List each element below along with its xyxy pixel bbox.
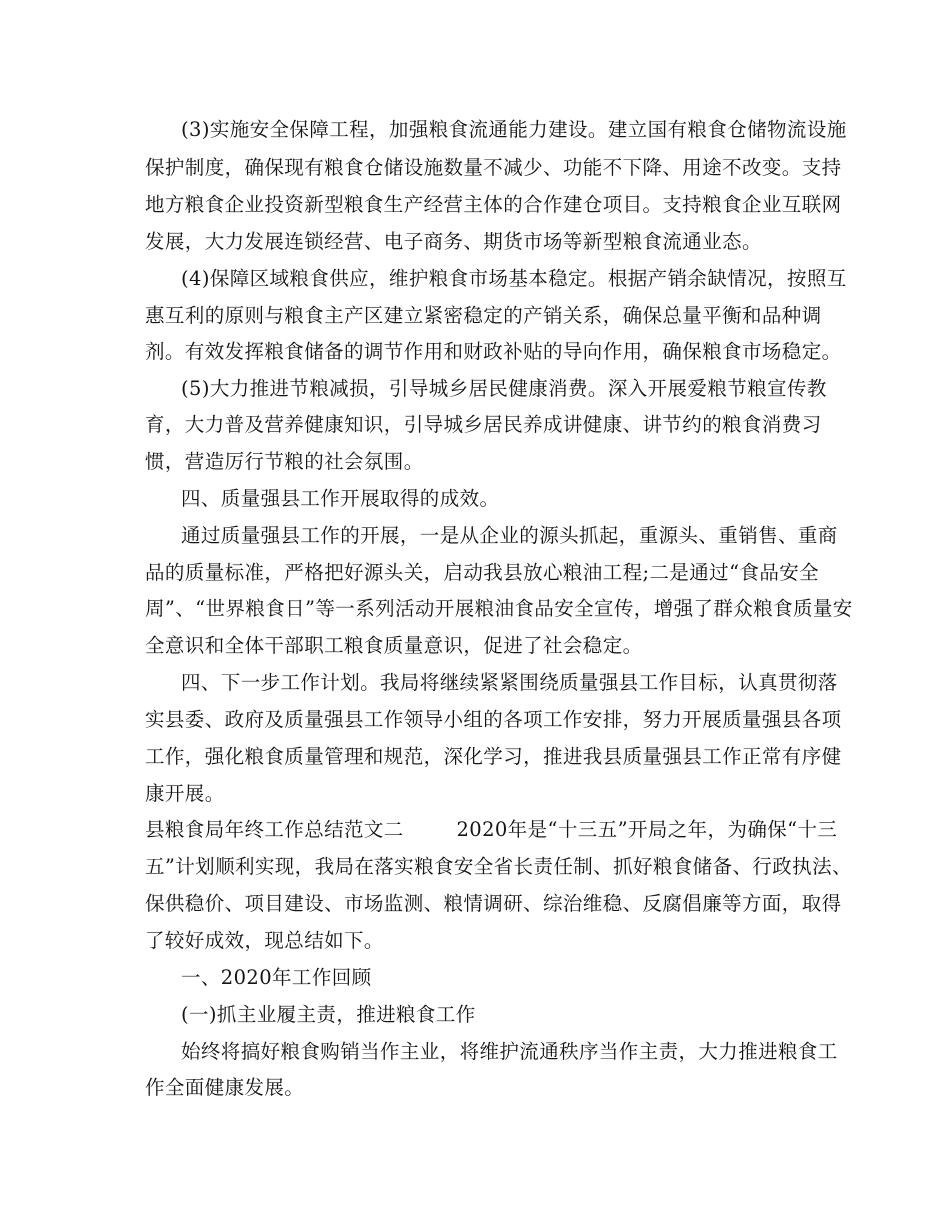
text-line: (一)抓主业履主责，推进粮食工作 bbox=[181, 1003, 476, 1026]
text-line: (5)大力推进节粮减损，引导城乡居民健康消费。深入开展爱粮节粮宣传教 bbox=[181, 377, 827, 400]
text-line: 保供稳价、项目建设、市场监测、粮情调研、综治维稳、反腐倡廉等方面，取得 bbox=[145, 892, 842, 915]
text-line: 了较好成效，现总结如下。 bbox=[145, 929, 384, 952]
text-line: 一、2020年工作回顾 bbox=[181, 966, 372, 989]
text-line: 四、质量强县工作开展取得的成效。 bbox=[181, 487, 500, 510]
text-line: 发展，大力发展连锁经营、电子商务、期货市场等新型粮食流通业态。 bbox=[145, 230, 762, 253]
text-line: (3)实施安全保障工程，加强粮食流通能力建设。建立国有粮食仓储物流设施 bbox=[181, 118, 847, 141]
text-line: 五”计划顺利实现，我局在落实粮食安全省长责任制、抓好粮食储备、行政执法、 bbox=[145, 855, 852, 878]
text-line: 品的质量标准，严格把好源头关，启动我县放心粮油工程;二是通过“食品安全 bbox=[145, 561, 820, 584]
text-line: 地方粮食企业投资新型粮食生产经营主体的合作建仓项目。支持粮食企业互联网 bbox=[145, 193, 842, 216]
text-line: 惯，营造厉行节粮的社会氛围。 bbox=[145, 450, 424, 473]
text-line: 实县委、政府及质量强县工作领导小组的各项工作安排，努力开展质量强县各项 bbox=[145, 708, 842, 731]
text-line: 保护制度，确保现有粮食仓储设施数量不减少、功能不下降、用途不改变。支持 bbox=[145, 156, 842, 179]
text-line: 四、下一步工作计划。我局将继续紧紧围绕质量强县工作目标，认真贯彻落 bbox=[181, 671, 838, 694]
text-line: 作全面健康发展。 bbox=[145, 1076, 305, 1099]
text-line: 育，大力普及营养健康知识，引导城乡居民养成讲健康、讲节约的粮食消费习 bbox=[145, 413, 822, 436]
text-line: 通过质量强县工作的开展，一是从企业的源头抓起，重源头、重销售、重商 bbox=[181, 524, 838, 547]
text-line: 周”、“世界粮食日”等一系列活动开展粮油食品安全宣传，增强了群众粮食质量安 bbox=[145, 597, 853, 620]
text-line: 工作，强化粮食质量管理和规范，深化学习，推进我县质量强县工作正常有序健 bbox=[145, 745, 842, 768]
text-line: 始终将搞好粮食购销当作主业，将维护流通秩序当作主责，大力推进粮食工 bbox=[181, 1040, 838, 1063]
text-line: (4)保障区域粮食供应，维护粮食市场基本稳定。根据产销余缺情况，按照互 bbox=[181, 267, 847, 290]
text-line: 县粮食局年终工作总结范文二 2020年是“十三五”开局之年，为确保“十三 bbox=[145, 818, 838, 841]
text-line: 全意识和全体干部职工粮食质量意识，促进了社会稳定。 bbox=[145, 634, 643, 657]
text-line: 惠互利的原则与粮食主产区建立紧密稳定的产销关系，确保总量平衡和品种调 bbox=[145, 304, 822, 327]
text-line: 康开展。 bbox=[145, 782, 225, 805]
text-line: 剂。有效发挥粮食储备的调节作用和财政补贴的导向作用，确保粮食市场稳定。 bbox=[145, 340, 842, 363]
